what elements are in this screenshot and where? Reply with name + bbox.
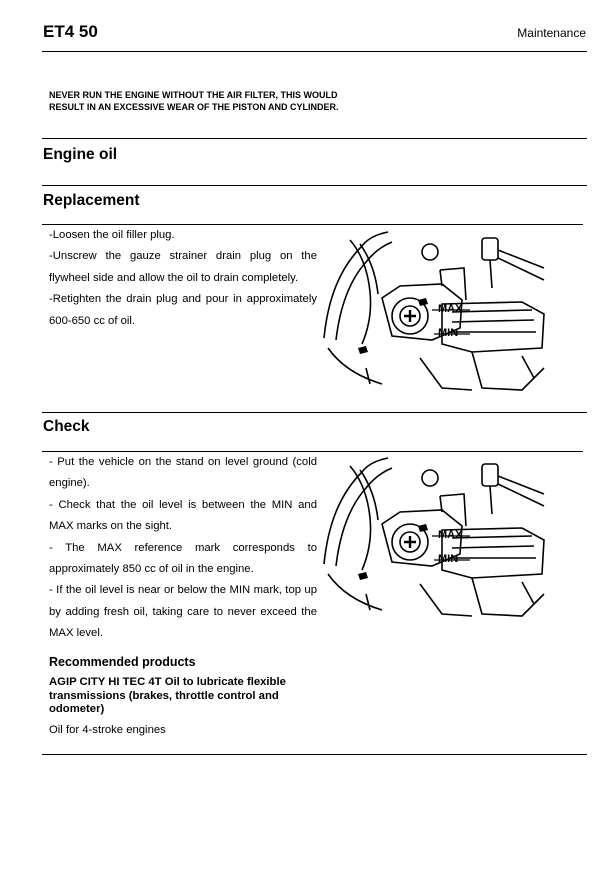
footer-divider xyxy=(42,754,587,755)
divider xyxy=(42,185,587,186)
engine-oil-sight-illustration xyxy=(322,454,550,620)
header-divider xyxy=(42,51,587,52)
check-step: - If the oil level is near or below the MIN mark, top up by adding fresh oil, taking care to never exceed the MAX level. xyxy=(49,584,317,640)
divider xyxy=(42,138,587,139)
engine-drawing xyxy=(322,454,550,620)
recommended-product-description: Oil for 4-stroke engines xyxy=(49,724,166,736)
recommended-products-title: Recommended products xyxy=(49,655,196,669)
recommended-product-name: AGIP CITY HI TEC 4T Oil to lubricate flexible transmissions (brakes, throttle control and odometer) xyxy=(49,676,286,715)
divider xyxy=(42,412,587,413)
heading-check: Check xyxy=(43,418,90,435)
document-title: ET4 50 xyxy=(43,22,98,41)
replacement-step: -Loosen the oil filler plug. xyxy=(49,229,175,241)
max-label: MAX xyxy=(438,529,463,541)
check-step: - Check that the oil level is between the MIN and MAX marks on the sight. xyxy=(49,498,317,533)
check-text xyxy=(49,452,317,645)
engine-drawing xyxy=(322,228,550,394)
heading-replacement: Replacement xyxy=(43,192,140,209)
replacement-text xyxy=(49,225,317,332)
max-label: MAX xyxy=(438,303,463,315)
heading-engine-oil: Engine oil xyxy=(43,146,118,163)
replacement-step: -Retighten the drain plug and pour in approximately 600-650 cc of oil. xyxy=(49,293,317,327)
replacement-step: -Unscrew the gauze strainer drain plug on the flywheel side and allow the oil to drain completely. xyxy=(49,250,317,284)
engine-oil-sight-illustration xyxy=(322,228,550,394)
check-step: - Put the vehicle on the stand on level ground (cold engine). xyxy=(49,456,317,490)
check-step: - The MAX reference mark corresponds to approximately 850 cc of oil in the engine. xyxy=(49,541,317,576)
section-name: Maintenance xyxy=(517,26,586,40)
min-label: MIN xyxy=(438,553,459,565)
min-label: MIN xyxy=(438,327,459,339)
warning-note: NEVER RUN THE ENGINE WITHOUT THE AIR FILTER, THIS WOULD RESULT IN AN EXCESSIVE WEAR OF THE PISTON AND CYLINDER. xyxy=(49,90,339,112)
